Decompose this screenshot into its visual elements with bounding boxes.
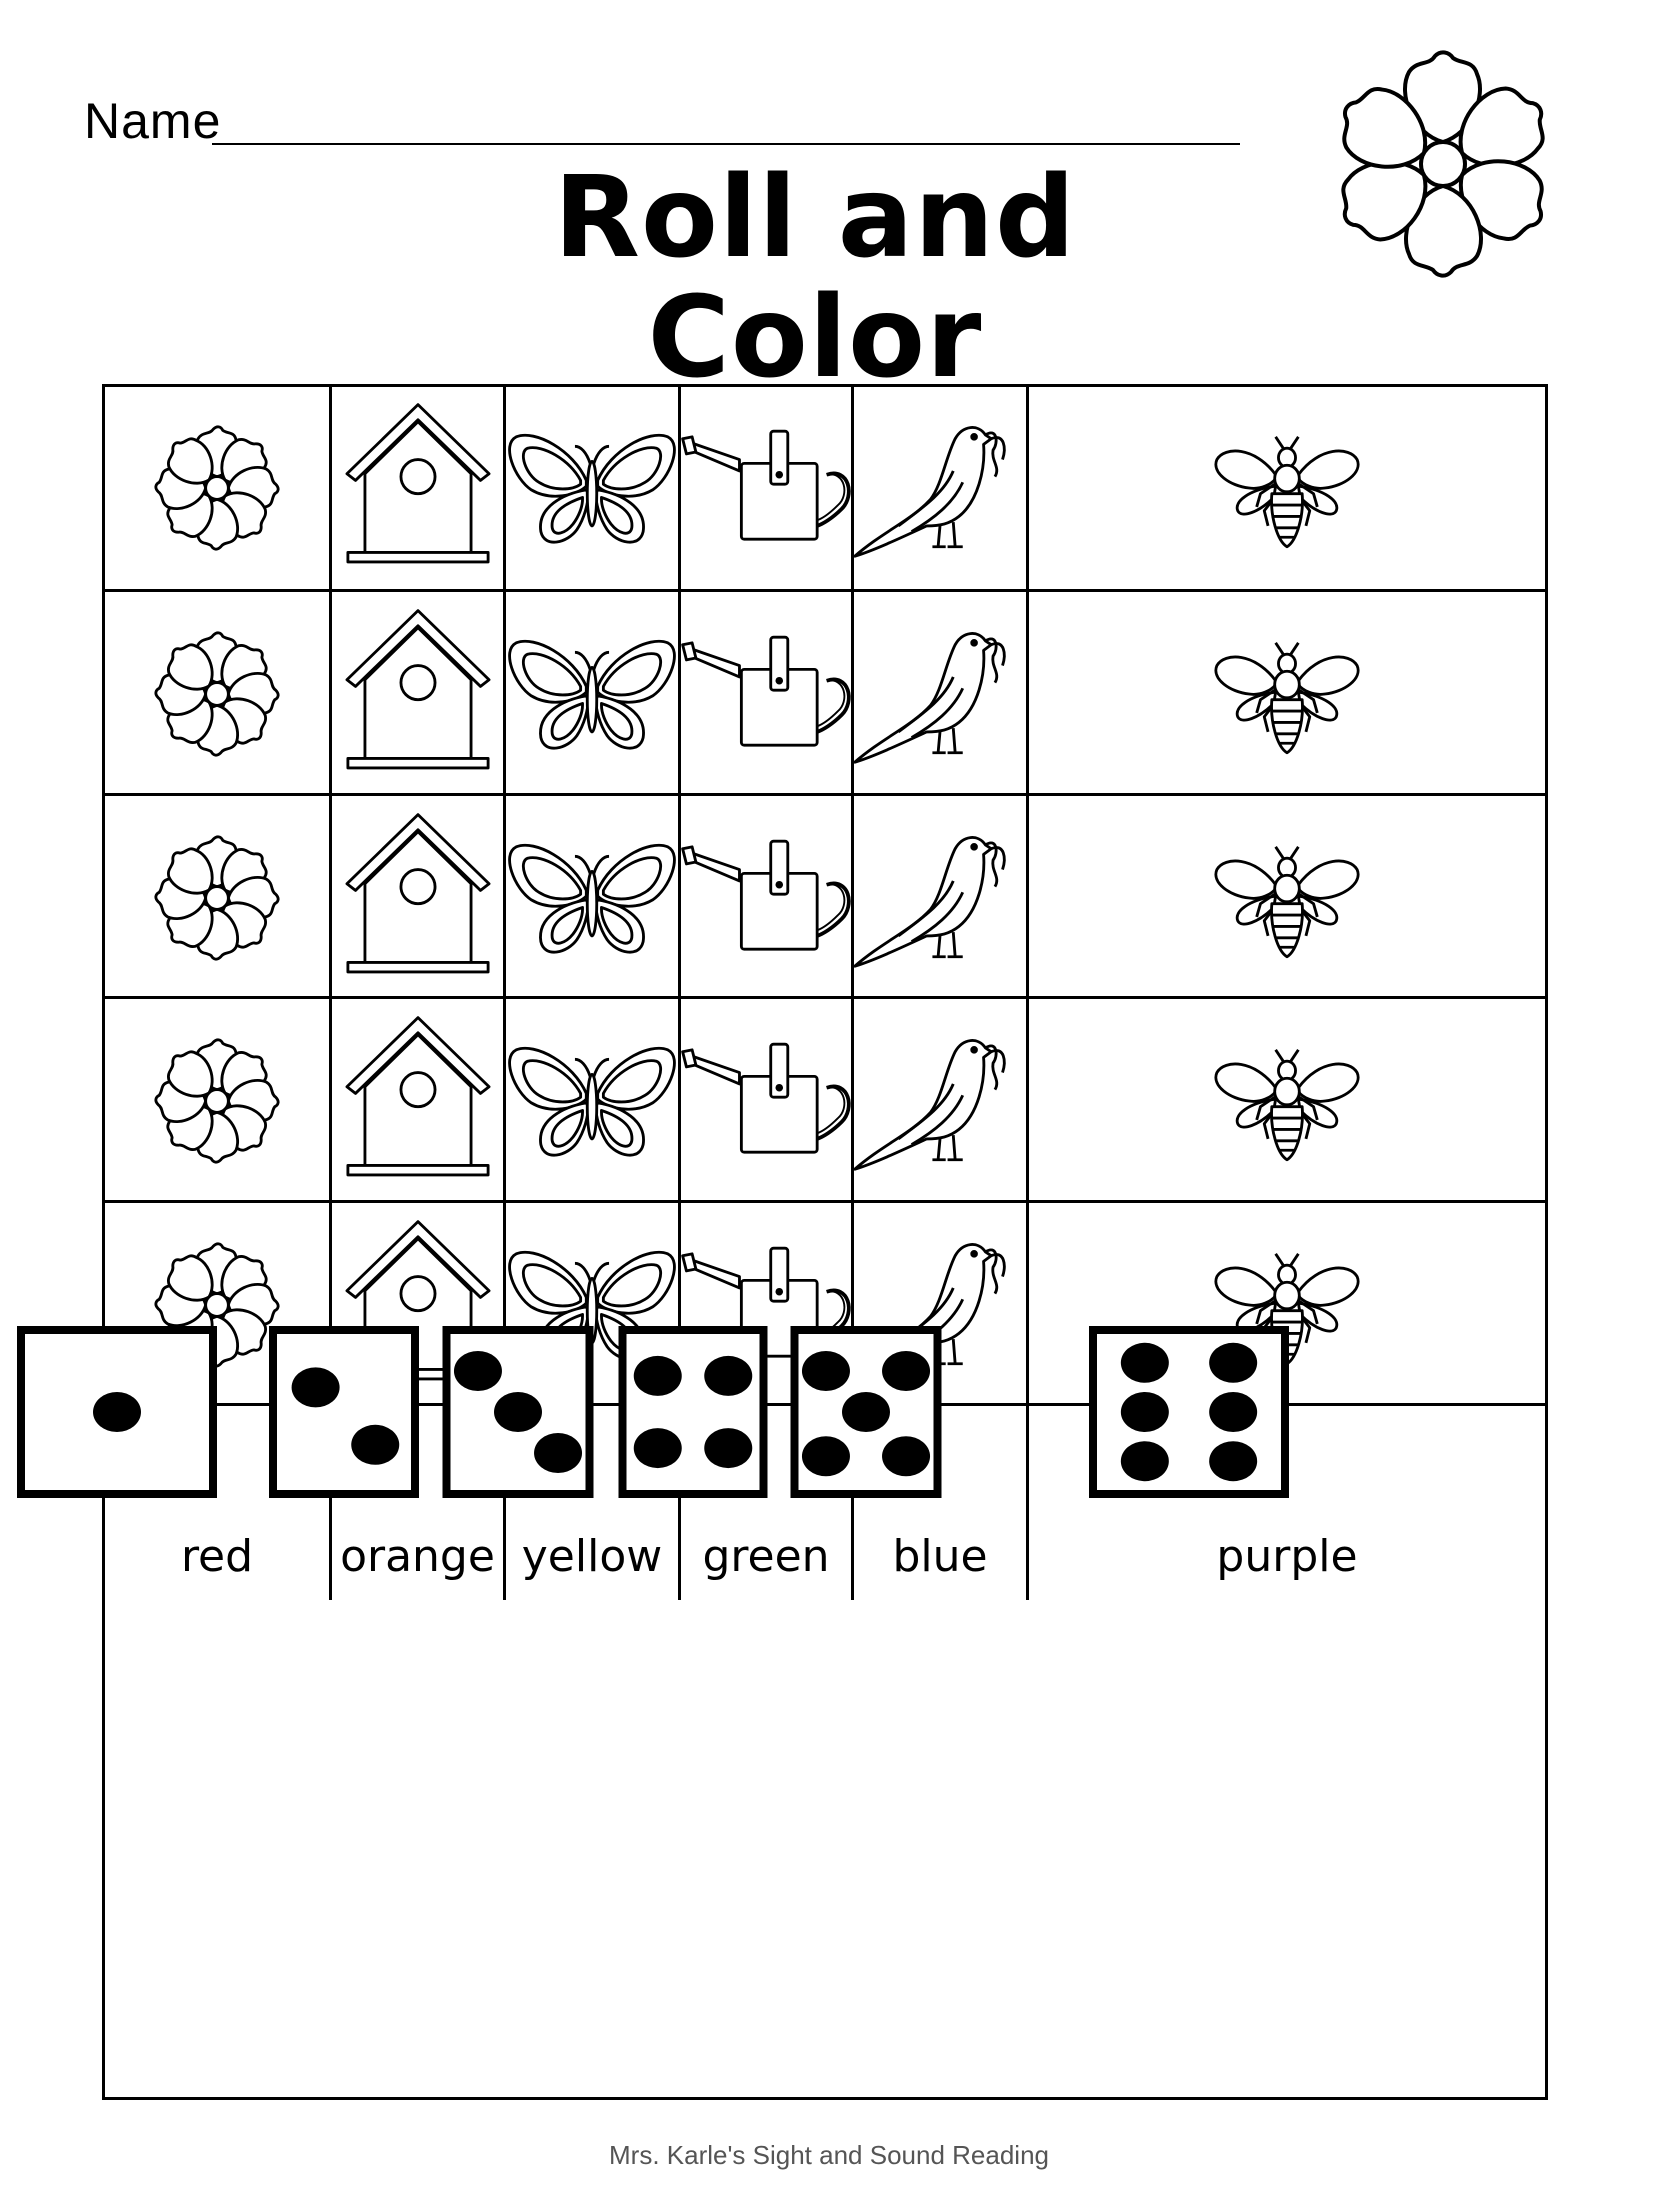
bird-icon[interactable] <box>850 808 1030 988</box>
picture-cell[interactable] <box>503 592 678 796</box>
die-pip <box>842 1392 890 1432</box>
die-outline <box>273 1330 415 1494</box>
footer-credit: Mrs. Karle's Sight and Sound Reading <box>609 2140 1049 2170</box>
die-pip <box>1209 1343 1257 1383</box>
picture-row <box>105 793 1545 999</box>
die-pip <box>802 1351 850 1391</box>
flower-icon[interactable] <box>127 1011 307 1191</box>
die-pip <box>292 1367 340 1407</box>
die-pip <box>454 1351 502 1391</box>
flower-icon[interactable] <box>127 398 307 578</box>
flower-icon[interactable] <box>127 808 307 988</box>
picture-cell[interactable] <box>851 999 1026 1203</box>
die-face-1 <box>17 1326 217 1498</box>
dice-cell-blue <box>851 1406 1026 1600</box>
watering-can-icon[interactable] <box>676 604 856 784</box>
page-title: Roll and Color <box>553 153 1077 403</box>
butterfly-icon[interactable] <box>502 604 682 784</box>
picture-cell[interactable] <box>105 796 329 999</box>
birdhouse-icon[interactable] <box>328 808 508 988</box>
picture-row <box>105 589 1545 796</box>
bird-icon[interactable] <box>850 604 1030 784</box>
picture-cell[interactable] <box>678 999 851 1203</box>
name-field[interactable] <box>84 92 1244 152</box>
dice-cell-purple <box>1026 1406 1545 1600</box>
picture-cell[interactable] <box>105 387 329 589</box>
die-outline <box>623 1330 764 1494</box>
birdhouse-icon[interactable] <box>328 604 508 784</box>
die-pip <box>494 1392 542 1432</box>
picture-cell[interactable] <box>1026 999 1545 1203</box>
bird-icon[interactable] <box>850 1011 1030 1191</box>
die-pip <box>704 1428 752 1468</box>
picture-cell[interactable] <box>678 592 851 796</box>
die-pip <box>704 1356 752 1396</box>
picture-cell[interactable] <box>329 592 503 796</box>
color-word-red: red <box>180 1531 254 1582</box>
picture-cell[interactable] <box>329 999 503 1203</box>
flower-icon[interactable] <box>127 604 307 784</box>
picture-cell[interactable] <box>1026 387 1545 589</box>
corner-flower-icon <box>1318 50 1568 278</box>
color-word-yellow: yellow <box>521 1531 663 1582</box>
die-pip <box>1209 1392 1257 1432</box>
picture-cell[interactable] <box>329 796 503 999</box>
roll-and-color-grid <box>102 384 1548 2100</box>
die-pip <box>634 1428 682 1468</box>
butterfly-icon[interactable] <box>502 1011 682 1191</box>
butterfly-icon[interactable] <box>502 808 682 988</box>
watering-can-icon[interactable] <box>676 1011 856 1191</box>
picture-cell[interactable] <box>851 592 1026 796</box>
die-pip <box>882 1351 930 1391</box>
die-face-6 <box>1089 1326 1289 1498</box>
picture-row <box>105 387 1545 589</box>
picture-cell[interactable] <box>851 387 1026 589</box>
watering-can-icon[interactable] <box>676 808 856 988</box>
die-pip <box>351 1425 399 1465</box>
bee-icon[interactable] <box>1197 1011 1377 1191</box>
picture-cell[interactable] <box>1026 592 1545 796</box>
dice-row <box>105 1403 1545 1600</box>
die-face-2 <box>269 1326 419 1498</box>
birdhouse-icon[interactable] <box>328 398 508 578</box>
picture-cell[interactable] <box>503 796 678 999</box>
picture-cell[interactable] <box>105 592 329 796</box>
bee-icon[interactable] <box>1197 604 1377 784</box>
die-pip <box>1120 1392 1168 1432</box>
die-pip <box>93 1392 141 1432</box>
watering-can-icon[interactable] <box>676 398 856 578</box>
picture-row <box>105 996 1545 1203</box>
color-word-green: green <box>702 1531 830 1582</box>
name-write-line[interactable] <box>212 143 1240 145</box>
picture-cell[interactable] <box>329 387 503 589</box>
picture-cell[interactable] <box>503 387 678 589</box>
die-face-5 <box>791 1326 942 1498</box>
picture-cell[interactable] <box>851 796 1026 999</box>
die-face-4 <box>619 1326 768 1498</box>
die-pip <box>882 1436 930 1476</box>
die-pip <box>1120 1343 1168 1383</box>
color-word-purple: purple <box>1216 1531 1358 1582</box>
picture-cell[interactable] <box>503 999 678 1203</box>
die-pip <box>1209 1441 1257 1481</box>
bee-icon[interactable] <box>1197 398 1377 578</box>
die-pip <box>1120 1441 1168 1481</box>
bee-icon[interactable] <box>1197 808 1377 988</box>
picture-cell[interactable] <box>678 796 851 999</box>
picture-cell[interactable] <box>678 387 851 589</box>
bird-icon[interactable] <box>850 398 1030 578</box>
name-label: Name <box>84 93 222 149</box>
color-word-orange: orange <box>340 1531 495 1582</box>
die-pip <box>534 1433 582 1473</box>
die-pip <box>802 1436 850 1476</box>
die-face-3 <box>443 1326 594 1498</box>
birdhouse-icon[interactable] <box>328 1011 508 1191</box>
picture-cell[interactable] <box>1026 796 1545 999</box>
picture-cell[interactable] <box>105 999 329 1203</box>
butterfly-icon[interactable] <box>502 398 682 578</box>
color-word-blue: blue <box>892 1531 988 1582</box>
die-pip <box>634 1356 682 1396</box>
